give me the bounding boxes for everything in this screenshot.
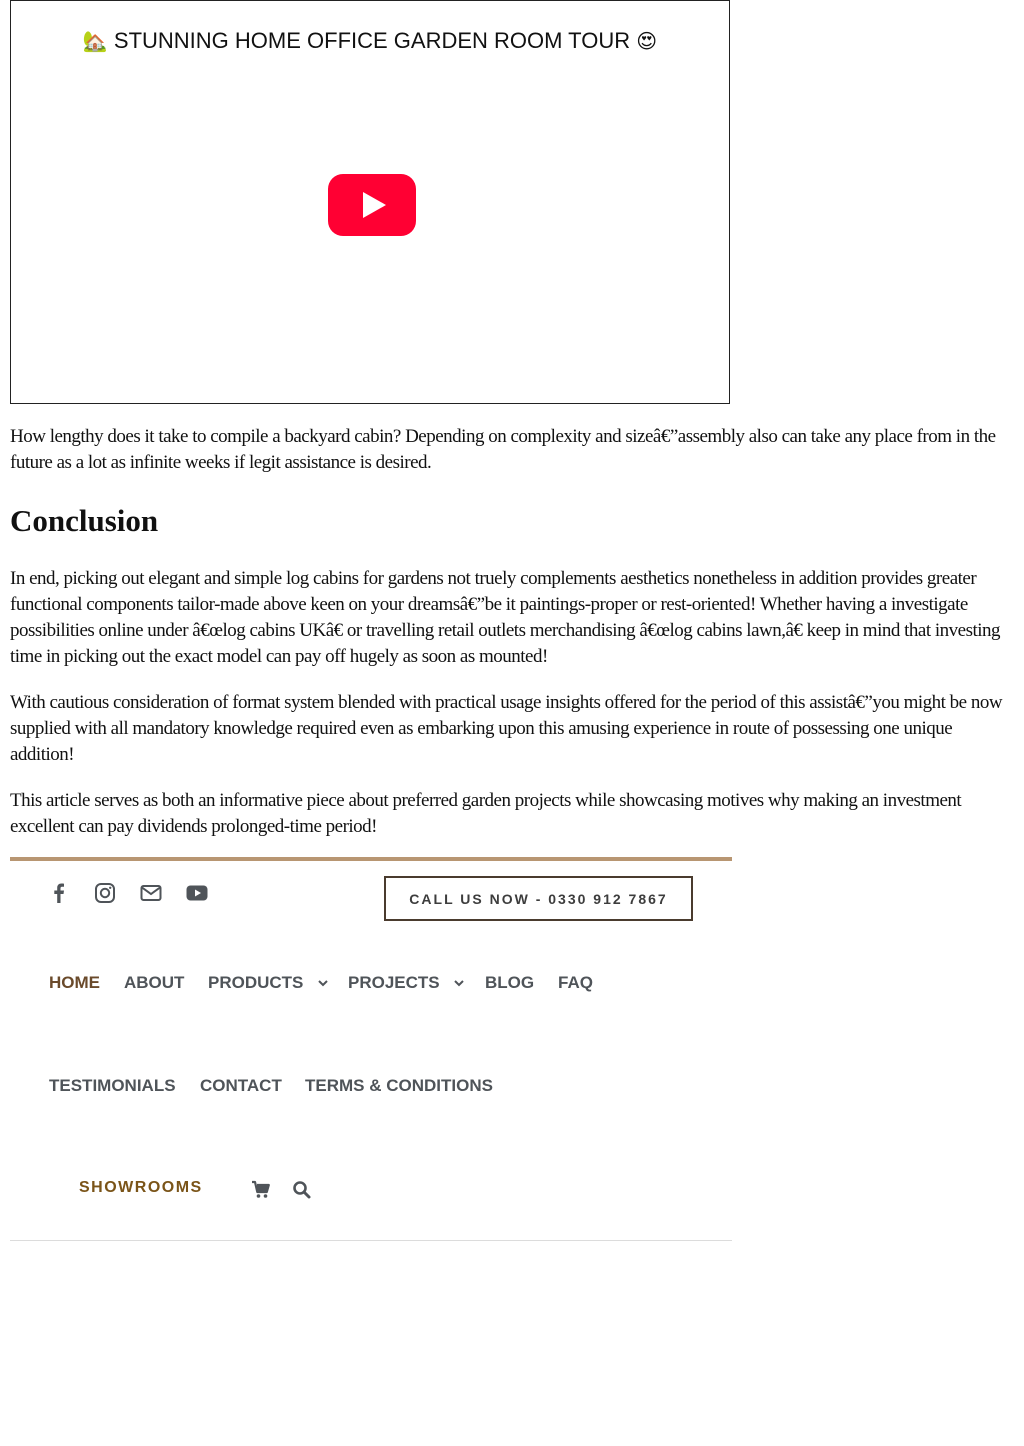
article-body [10,424,1018,860]
nav-home[interactable]: HOME [49,973,100,992]
nav-blog[interactable]: BLOG [485,973,535,992]
nav-faq[interactable]: FAQ [558,973,593,992]
paragraph: How lengthy does it take to compile a backyard cabin? Depending on complexity and sizeâ€”assembly also can take any place from in the future as a lot as infinite weeks if legit assistance is desired. [10,426,996,473]
nav-about[interactable]: ABOUT [124,973,185,992]
nav-products-label: PRODUCTS [208,973,304,992]
search-icon[interactable] [292,1180,312,1200]
youtube-icon[interactable] [186,882,208,904]
mail-icon[interactable] [140,882,162,904]
house-emoji-icon: 🏡 [82,31,108,53]
nav-projects-label: PROJECTS [348,973,440,992]
nav-contact[interactable]: CONTACT [200,1076,282,1095]
footer-top-divider [10,857,732,861]
facebook-icon[interactable] [48,882,70,904]
paragraph: In end, picking out elegant and simple log cabins for gardens not truely complements aesthetics nonetheless in addition provides greater functional components tailor-made above keen on your dreamsâ€”be it paintings-proper or rest-oriented! Whether having a investigate possibilities online under â€œlog cabins UKâ€ or travelling retail outlets merchandising â€œlog cabins lawn,â€ keep in mind that investing time in picking out the exact model can pay off hugely as soon as mounted! [10,568,1001,667]
video-title[interactable]: STUNNING HOME OFFICE GARDEN ROOM TOUR [113,28,631,53]
social-links [48,882,208,904]
nav-terms[interactable]: TERMS & CONDITIONS [305,1076,493,1095]
nav-products[interactable] [208,973,328,993]
heart-eyes-emoji-icon: 😍 [636,31,658,53]
nav-testimonials[interactable]: TESTIMONIALS [49,1076,176,1095]
cart-icon[interactable] [251,1180,271,1200]
section-heading: Conclusion [10,503,159,538]
video-title-row[interactable] [11,28,729,54]
nav-projects[interactable] [348,973,464,993]
paragraph: With cautious consideration of format system blended with practical usage insights offered for the period of this assistâ€”you might be now supplied with all mandatory knowledge required even as embarking upon this amusing experience in route of possessing one unique addition! [10,692,1003,765]
footer-bottom-divider [10,1240,732,1241]
showrooms-link[interactable]: SHOWROOMS [79,1179,203,1196]
chevron-down-icon [318,980,328,987]
paragraph: This article serves as both an informative piece about preferred garden projects while showcasing motives why making an investment excellent can pay dividends prolonged-time period! [10,790,962,837]
chevron-down-icon [454,980,464,987]
call-us-button[interactable]: CALL US NOW - 0330 912 7867 [384,876,693,921]
youtube-play-icon[interactable] [328,174,416,236]
instagram-icon[interactable] [94,882,116,904]
video-embed[interactable] [10,0,730,404]
